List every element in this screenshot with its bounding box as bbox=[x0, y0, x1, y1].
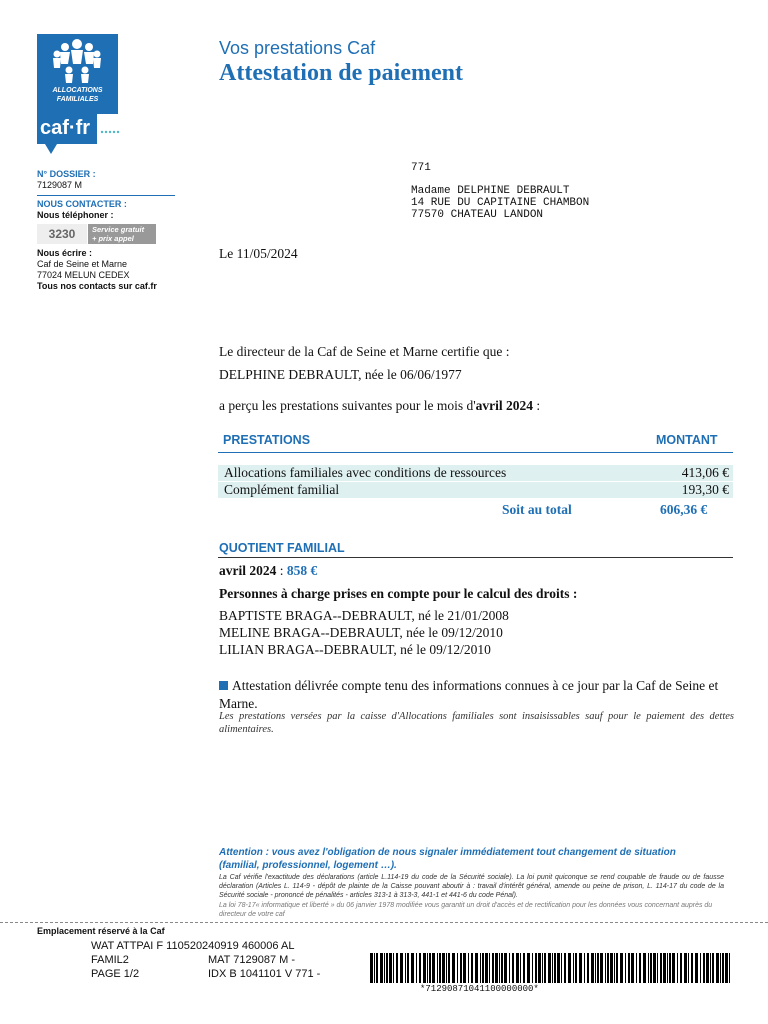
persons-list bbox=[219, 607, 509, 658]
barcode-bar bbox=[475, 953, 478, 983]
barcode-bar bbox=[495, 953, 498, 983]
barcode-bar bbox=[389, 953, 392, 983]
barcode-bar bbox=[710, 953, 711, 983]
barcode-bar bbox=[423, 953, 426, 983]
quotient-sep: : bbox=[276, 563, 287, 578]
col-prestations: PRESTATIONS bbox=[223, 433, 311, 447]
page-title: Attestation de paiement bbox=[219, 60, 463, 86]
barcode-bar bbox=[405, 953, 406, 983]
header-subtitle: Vos prestations Caf bbox=[219, 38, 376, 58]
address-code: 771 bbox=[411, 162, 431, 174]
barcode-bar bbox=[607, 953, 609, 983]
barcode-bar bbox=[684, 953, 687, 983]
barcode-bar bbox=[400, 953, 403, 983]
barcode-bar bbox=[722, 953, 724, 983]
barcode-bar bbox=[677, 953, 678, 983]
barcode-bar bbox=[720, 953, 721, 983]
attention-title2: (familial, professionnel, logement …). bbox=[219, 860, 397, 871]
barcode-bar bbox=[616, 953, 618, 983]
barcode-bar bbox=[716, 953, 719, 983]
family-logo-icon bbox=[37, 34, 118, 90]
barcode-bar bbox=[427, 953, 428, 983]
barcode-bar bbox=[501, 953, 503, 983]
write-line1: Caf de Seine et Marne bbox=[37, 259, 128, 269]
barcode-bar bbox=[374, 953, 375, 983]
barcode-bar bbox=[669, 953, 671, 983]
barcode-bar bbox=[597, 953, 599, 983]
bottom-line2b: MAT 7129087 M - bbox=[208, 954, 296, 966]
quotient-month: avril 2024 bbox=[219, 563, 277, 578]
barcode-bar bbox=[643, 953, 646, 983]
barcode-bar bbox=[452, 953, 455, 983]
barcode-bar bbox=[442, 953, 445, 983]
barcode-bar bbox=[561, 953, 562, 983]
barcode-bar bbox=[384, 953, 385, 983]
barcode-bar bbox=[416, 953, 417, 983]
barcode-bar bbox=[703, 953, 705, 983]
bottom-line2a: FAMIL2 bbox=[91, 954, 129, 966]
quotient-divider bbox=[218, 557, 733, 558]
barcode-bar bbox=[557, 953, 560, 983]
table-divider bbox=[218, 452, 733, 453]
contacts-link[interactable]: Tous nos contacts sur caf.fr bbox=[37, 281, 157, 291]
cut-line bbox=[0, 922, 768, 923]
barcode bbox=[370, 953, 732, 983]
contact-block bbox=[37, 199, 127, 221]
barcode-bar bbox=[639, 953, 641, 983]
bottom-line1: WAT ATTPAI F 110520240919 460006 AL bbox=[91, 940, 295, 952]
barcode-bar bbox=[523, 953, 525, 983]
barcode-bar bbox=[370, 953, 373, 983]
barcode-bar bbox=[672, 953, 675, 983]
barcode-bar bbox=[396, 953, 398, 983]
barcode-bar bbox=[485, 953, 488, 983]
barcode-bar bbox=[448, 953, 450, 983]
barcode-bar bbox=[695, 953, 698, 983]
total-label: Soit au total bbox=[502, 502, 572, 517]
barcode-bar bbox=[386, 953, 388, 983]
barcode-bar bbox=[527, 953, 530, 983]
barcode-bar bbox=[509, 953, 510, 983]
barcode-bar bbox=[636, 953, 637, 983]
barcode-bar bbox=[605, 953, 606, 983]
list-item: MELINE BRAGA--DEBRAULT, née le 09/12/2010 bbox=[219, 625, 503, 640]
notice bbox=[219, 677, 734, 713]
barcode-bar bbox=[532, 953, 533, 983]
barcode-bar bbox=[544, 953, 546, 983]
address-line2: 14 RUE DU CAPITAINE CHAMBON bbox=[411, 197, 590, 209]
barcode-bar bbox=[499, 953, 500, 983]
barcode-bar bbox=[411, 953, 414, 983]
square-bullet-icon bbox=[219, 681, 228, 690]
barcode-bar bbox=[667, 953, 668, 983]
barcode-text: *71290871041100000000* bbox=[420, 984, 539, 994]
notice-italic: Les prestations versées par la caisse d'Allocations familiales sont insaisissables sauf pour le paiement des dettes alimentaires. bbox=[219, 711, 734, 735]
certify-text: Le directeur de la Caf de Seine et Marne certifie que : bbox=[219, 344, 510, 359]
barcode-bar bbox=[471, 953, 473, 983]
person-text: DELPHINE DEBRAULT, née le 06/06/1977 bbox=[219, 367, 462, 382]
table-row bbox=[218, 465, 733, 481]
contact-label: NOUS CONTACTER : bbox=[37, 199, 127, 209]
barcode-bar bbox=[393, 953, 394, 983]
list-item: LILIAN BRAGA--DEBRAULT, né le 09/12/2010 bbox=[219, 642, 491, 657]
barcode-bar bbox=[725, 953, 728, 983]
barcode-bar bbox=[614, 953, 615, 983]
barcode-bar bbox=[437, 953, 438, 983]
attention-text2: La loi 78-17« informatique et liberté » du 06 janvier 1978 modifiée vous garantit un droit d'accès et de rectification pour les données vous concernant auprès du directeur de votre caf bbox=[219, 902, 713, 918]
barcode-bar bbox=[712, 953, 714, 983]
address-block bbox=[411, 185, 589, 221]
table-row bbox=[218, 482, 733, 498]
list-item: BAPTISTE BRAGA--DEBRAULT, né le 21/01/2008 bbox=[219, 608, 509, 623]
barcode-bar bbox=[584, 953, 585, 983]
caf-fr-text: caf·fr bbox=[40, 117, 91, 139]
total-amount: 606,36 € bbox=[660, 502, 708, 517]
barcode-bar bbox=[591, 953, 594, 983]
write-label: Nous écrire : bbox=[37, 248, 93, 258]
barcode-bar bbox=[564, 953, 566, 983]
sidebar-divider bbox=[37, 195, 175, 196]
received-post: : bbox=[533, 398, 541, 413]
barcode-bar bbox=[552, 953, 553, 983]
address-line3: 77570 CHATEAU LANDON bbox=[411, 209, 544, 221]
persons-title: Personnes à charge prises en compte pour le calcul des droits : bbox=[219, 586, 578, 601]
phone-label: Nous téléphoner : bbox=[37, 210, 114, 220]
barcode-bar bbox=[419, 953, 421, 983]
attention-text1: La Caf vérifie l'exactitude des déclarations (article L.114-19 du code de la Sécurité sociale). La loi punit quiconque se rend coupable de fraude ou de fausse déclaration (Articles L. 114-9 - dépôt de plainte de la Caisse pouvant aboutir à : travail d'intérêt général, amende ou peine de prison, L. 114-17 du code de la Sécurité sociale - prononcé de pénalités - articles 313-1 à 313-3, 441-1 et 441-6 du code Pénal). bbox=[219, 874, 724, 899]
dossier-label: N° DOSSIER : bbox=[37, 169, 96, 179]
barcode-bar bbox=[504, 953, 507, 983]
barcode-bar bbox=[610, 953, 613, 983]
barcode-bar bbox=[595, 953, 596, 983]
barcode-bar bbox=[706, 953, 709, 983]
received-month: avril 2024 bbox=[475, 398, 534, 413]
barcode-bar bbox=[457, 953, 458, 983]
barcode-bar bbox=[512, 953, 514, 983]
dossier-block bbox=[37, 169, 96, 191]
row-label: Complément familial bbox=[224, 482, 340, 497]
phone-note bbox=[88, 224, 156, 244]
barcode-bar bbox=[620, 953, 623, 983]
barcode-bar bbox=[439, 953, 441, 983]
barcode-bar bbox=[446, 953, 447, 983]
quotient-line bbox=[219, 563, 317, 579]
barcode-bar bbox=[542, 953, 543, 983]
barcode-bar bbox=[482, 953, 484, 983]
barcode-bar bbox=[691, 953, 693, 983]
phone-note-line2: + prix appel bbox=[92, 234, 134, 243]
barcode-bar bbox=[663, 953, 666, 983]
barcode-bar bbox=[460, 953, 462, 983]
barcode-bar bbox=[653, 953, 656, 983]
barcode-bar bbox=[548, 953, 551, 983]
write-line2: 77024 MELUN CEDEX bbox=[37, 270, 130, 280]
barcode-bar bbox=[600, 953, 603, 983]
write-block bbox=[37, 248, 157, 292]
row-amount: 413,06 € bbox=[681, 465, 729, 480]
attention-title1: Attention : vous avez l'obligation de nous signaler immédiatement tout changement de situation bbox=[219, 847, 676, 858]
phone-note-line1: Service gratuit bbox=[92, 225, 145, 234]
barcode-bar bbox=[538, 953, 541, 983]
barcode-bar bbox=[579, 953, 582, 983]
bottom-line3b: IDX B 1041101 V 771 - bbox=[208, 968, 321, 980]
row-amount: 193,30 € bbox=[681, 482, 729, 497]
barcode-bar bbox=[729, 953, 730, 983]
barcode-bar bbox=[625, 953, 626, 983]
received-pre: a perçu les prestations suivantes pour le mois d' bbox=[219, 398, 476, 413]
notice-main: Attestation délivrée compte tenu des informations connues à ce jour par la Caf de Seine et Marne. bbox=[219, 678, 719, 711]
barcode-bar bbox=[688, 953, 689, 983]
barcode-bar bbox=[492, 953, 494, 983]
phone-number[interactable]: 3230 bbox=[37, 224, 87, 244]
attention-title bbox=[219, 846, 734, 872]
barcode-bar bbox=[463, 953, 466, 983]
letter-date: Le 11/05/2024 bbox=[219, 246, 298, 261]
barcode-bar bbox=[660, 953, 662, 983]
dossier-value: 7129087 M bbox=[37, 180, 83, 190]
barcode-bar bbox=[628, 953, 630, 983]
barcode-bar bbox=[575, 953, 577, 983]
col-montant: MONTANT bbox=[656, 433, 718, 447]
barcode-bar bbox=[468, 953, 469, 983]
barcode-bar bbox=[480, 953, 481, 983]
barcode-bar bbox=[407, 953, 409, 983]
barcode-bar bbox=[432, 953, 435, 983]
received-text bbox=[219, 398, 540, 414]
logo-line1: ALLOCATIONS bbox=[52, 87, 103, 94]
address-line1: Madame DELPHINE DEBRAULT bbox=[411, 185, 570, 197]
barcode-bar bbox=[520, 953, 521, 983]
barcode-bar bbox=[587, 953, 589, 983]
barcode-bar bbox=[657, 953, 658, 983]
logo-line2: FAMILIALES bbox=[56, 96, 99, 103]
barcode-bar bbox=[535, 953, 537, 983]
barcode-bar bbox=[516, 953, 519, 983]
row-label: Allocations familiales avec conditions de ressources bbox=[224, 465, 507, 480]
barcode-bar bbox=[554, 953, 556, 983]
barcode-bar bbox=[429, 953, 431, 983]
barcode-bar bbox=[489, 953, 490, 983]
barcode-bar bbox=[376, 953, 378, 983]
quotient-value: 858 € bbox=[286, 563, 318, 578]
barcode-bar bbox=[680, 953, 682, 983]
barcode-bar bbox=[700, 953, 701, 983]
barcode-bar bbox=[631, 953, 634, 983]
barcode-bar bbox=[568, 953, 571, 983]
logo-text bbox=[37, 86, 118, 104]
barcode-bar bbox=[380, 953, 383, 983]
barcode-bar bbox=[573, 953, 574, 983]
barcode-bar bbox=[648, 953, 649, 983]
reserved-label: Emplacement réservé à la Caf bbox=[37, 926, 165, 936]
barcode-bar bbox=[650, 953, 652, 983]
barcode-icon bbox=[370, 953, 732, 983]
bottom-line3a: PAGE 1/2 bbox=[91, 968, 140, 980]
quotient-title: QUOTIENT FAMILIAL bbox=[219, 541, 345, 555]
